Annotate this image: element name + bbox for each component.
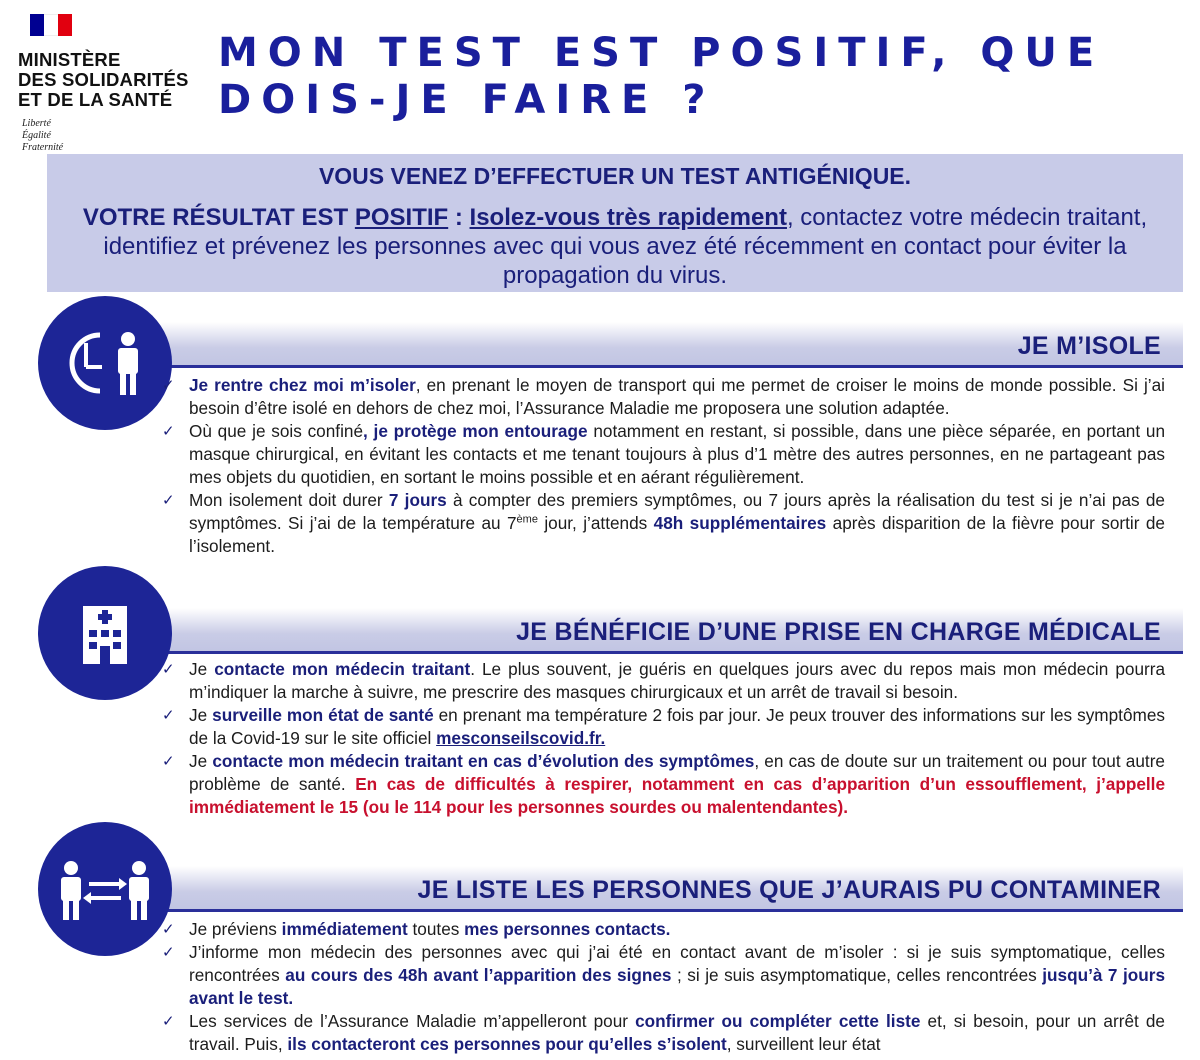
bullet-text: contacte mon médecin traitant	[214, 659, 471, 679]
intro-separator: :	[448, 204, 470, 231]
checkmark-icon: ✓	[162, 753, 175, 770]
contacts-list	[160, 918, 1165, 1056]
ministry-line-3: ET DE LA SANTÉ	[18, 89, 173, 110]
checkmark-icon: ✓	[162, 921, 175, 938]
page-title	[218, 30, 1178, 124]
bullet-item	[160, 420, 1165, 489]
ministry-line-2: DES SOLIDARITÉS	[18, 69, 189, 90]
bullet-text: confirmer ou compléter cette liste	[635, 1011, 921, 1031]
bullet-text: à compter des premiers symptômes, ou 7 jours après la réalisation du test si je n’ai pas de symptômes. Si j’ai de la température au 7	[189, 490, 1165, 533]
bullet-text: contacte mon médecin traitant en cas d’évolution des symptômes	[212, 751, 755, 771]
positive-word: POSITIF	[354, 204, 449, 231]
title-line-1: MON TEST EST POSITIF, QUE	[218, 30, 1105, 76]
ministry-line-1: MINISTÈRE	[18, 49, 121, 70]
isolation-list	[160, 374, 1165, 558]
result-label: VOTRE RÉSULTAT EST	[82, 204, 355, 231]
bullet-text: immédiatement	[281, 919, 408, 939]
motto-fraternite: Fraternité	[22, 142, 64, 153]
medical-list	[160, 658, 1165, 819]
bullet-text: Je préviens	[189, 919, 282, 939]
republic-motto	[22, 118, 63, 154]
bullet-text: toutes	[407, 919, 465, 939]
bullet-text: jusqu’à 7 jours avant le test.	[189, 965, 1166, 1008]
bullet-item	[160, 941, 1165, 1010]
section-title-medical: JE BÉNÉFICIE D’UNE PRISE EN CHARGE MÉDICALE	[516, 618, 1161, 646]
bullet-text: Je rentre chez moi m’isoler	[189, 375, 416, 395]
section-title-isolation: JE M’ISOLE	[1017, 332, 1161, 360]
bullet-item	[160, 704, 1165, 750]
bullet-item	[160, 374, 1165, 420]
bullet-text: 7 jours	[388, 490, 447, 510]
section-bar-medical	[150, 608, 1183, 654]
website-link[interactable]: mesconseilscovid.fr.	[436, 728, 606, 748]
checkmark-icon: ✓	[162, 1013, 175, 1030]
bullet-text: mes personnes contacts.	[464, 919, 671, 939]
bullet-text: Mon isolement doit durer	[189, 490, 389, 510]
intro-heading: VOUS VENEZ D’EFFECTUER UN TEST ANTIGÉNIQUE.	[318, 163, 912, 189]
bullet-text: en prenant ma température 2 fois par jour. Je peux trouver des informations sur les symptômes de la Covid-19 sur le site officiel	[189, 705, 1165, 748]
republic-flag-logo	[30, 14, 72, 36]
bullet-text: jour, j’attends	[537, 513, 654, 533]
bullet-text: au cours des 48h avant l’apparition des signes	[285, 965, 672, 985]
checkmark-icon: ✓	[162, 944, 175, 961]
hospital-icon	[38, 566, 172, 700]
bullet-text: , je protège mon entourage	[363, 421, 588, 441]
bullet-text: En cas de difficultés à respirer, notamment en cas d’apparition d’un essoufflement, j’appelle immédiatement le 15 (ou le 114 pour les personnes sourdes ou malentendantes).	[189, 774, 1166, 817]
title-line-2: DOIS-JE FAIRE ?	[218, 77, 716, 123]
section-title-contacts: JE LISTE LES PERSONNES QUE J’AURAIS PU CONTAMINER	[417, 876, 1161, 904]
intro-text	[77, 203, 1153, 290]
bullet-text: ; si je suis asymptomatique, celles rencontrées	[671, 965, 1043, 985]
bullet-text: . Le plus souvent, je guéris en quelques jours avec du repos mais mon médecin pourra m’indiquer la marche à suivre, me prescrire des masques chirurgicaux et un arrêt de travail si besoin.	[189, 659, 1166, 702]
bullet-text: ils contacteront ces personnes pour qu’elles s’isolent	[287, 1034, 727, 1054]
intro-rest: , contactez votre médecin traitant, identifiez et prévenez les personnes avec qui vous avez été récemment en contact pour éviter la propagation du virus.	[103, 204, 1148, 289]
checkmark-icon: ✓	[162, 423, 175, 440]
bullet-text: Je	[189, 751, 213, 771]
section-bar-isolation	[150, 322, 1183, 368]
checkmark-icon: ✓	[162, 377, 175, 394]
section-bar-contacts	[150, 866, 1183, 912]
clock-person-icon	[38, 296, 172, 430]
isolate-instruction: Isolez-vous très rapidement	[469, 204, 787, 231]
contact-exchange-icon	[38, 822, 172, 956]
bullet-item	[160, 750, 1165, 819]
bullet-item	[160, 658, 1165, 704]
checkmark-icon: ✓	[162, 492, 175, 509]
bullet-item	[160, 489, 1165, 558]
intro-box	[47, 154, 1183, 292]
checkmark-icon: ✓	[162, 707, 175, 724]
bullet-item	[160, 918, 1165, 941]
checkmark-icon: ✓	[162, 661, 175, 678]
bullet-text: Je	[189, 659, 215, 679]
motto-liberte: Liberté	[22, 118, 51, 129]
bullet-text: Où que je sois confiné	[189, 421, 364, 441]
bullet-text: , en cas de doute sur un traitement ou pour tout autre problème de santé.	[189, 751, 1165, 794]
bullet-text: 48h supplémentaires	[653, 513, 827, 533]
bullet-text: Je	[189, 705, 213, 725]
bullet-text: J’informe mon médecin des personnes avec qui j’ai été en contact avant de m’isoler : si je suis symptomatique, celles rencontrées	[189, 942, 1165, 985]
bullet-item	[160, 1010, 1165, 1056]
bullet-text: , en prenant le moyen de transport qui me permet de croiser le moins de monde possible. Si j’ai besoin d’être isolé en dehors de chez moi, l’Assurance Maladie me proposera une solution adaptée.	[189, 375, 1165, 418]
bullet-text: Les services de l’Assurance Maladie m’appelleront pour	[189, 1011, 636, 1031]
bullet-text: et, si besoin, pour un arrêt de travail. Puis,	[189, 1011, 1165, 1054]
bullet-text: ème	[516, 513, 538, 526]
motto-egalite: Égalité	[22, 130, 51, 141]
bullet-text: , surveillent leur état	[726, 1034, 881, 1054]
bullet-text: notamment en restant, si possible, dans une pièce séparée, en portant un masque chirurgical, en évitant les contacts et me tenant toujours à plus d’1 mètre des autres personnes, en ne partageant pas mes objets du quotidien, en sortant le moins possible et en aérant régulièrement.	[189, 421, 1166, 487]
bullet-text: après disparition de la fièvre pour sortir de l’isolement.	[189, 513, 1165, 556]
bullet-text: surveille mon état de santé	[212, 705, 434, 725]
ministry-name	[18, 50, 189, 110]
